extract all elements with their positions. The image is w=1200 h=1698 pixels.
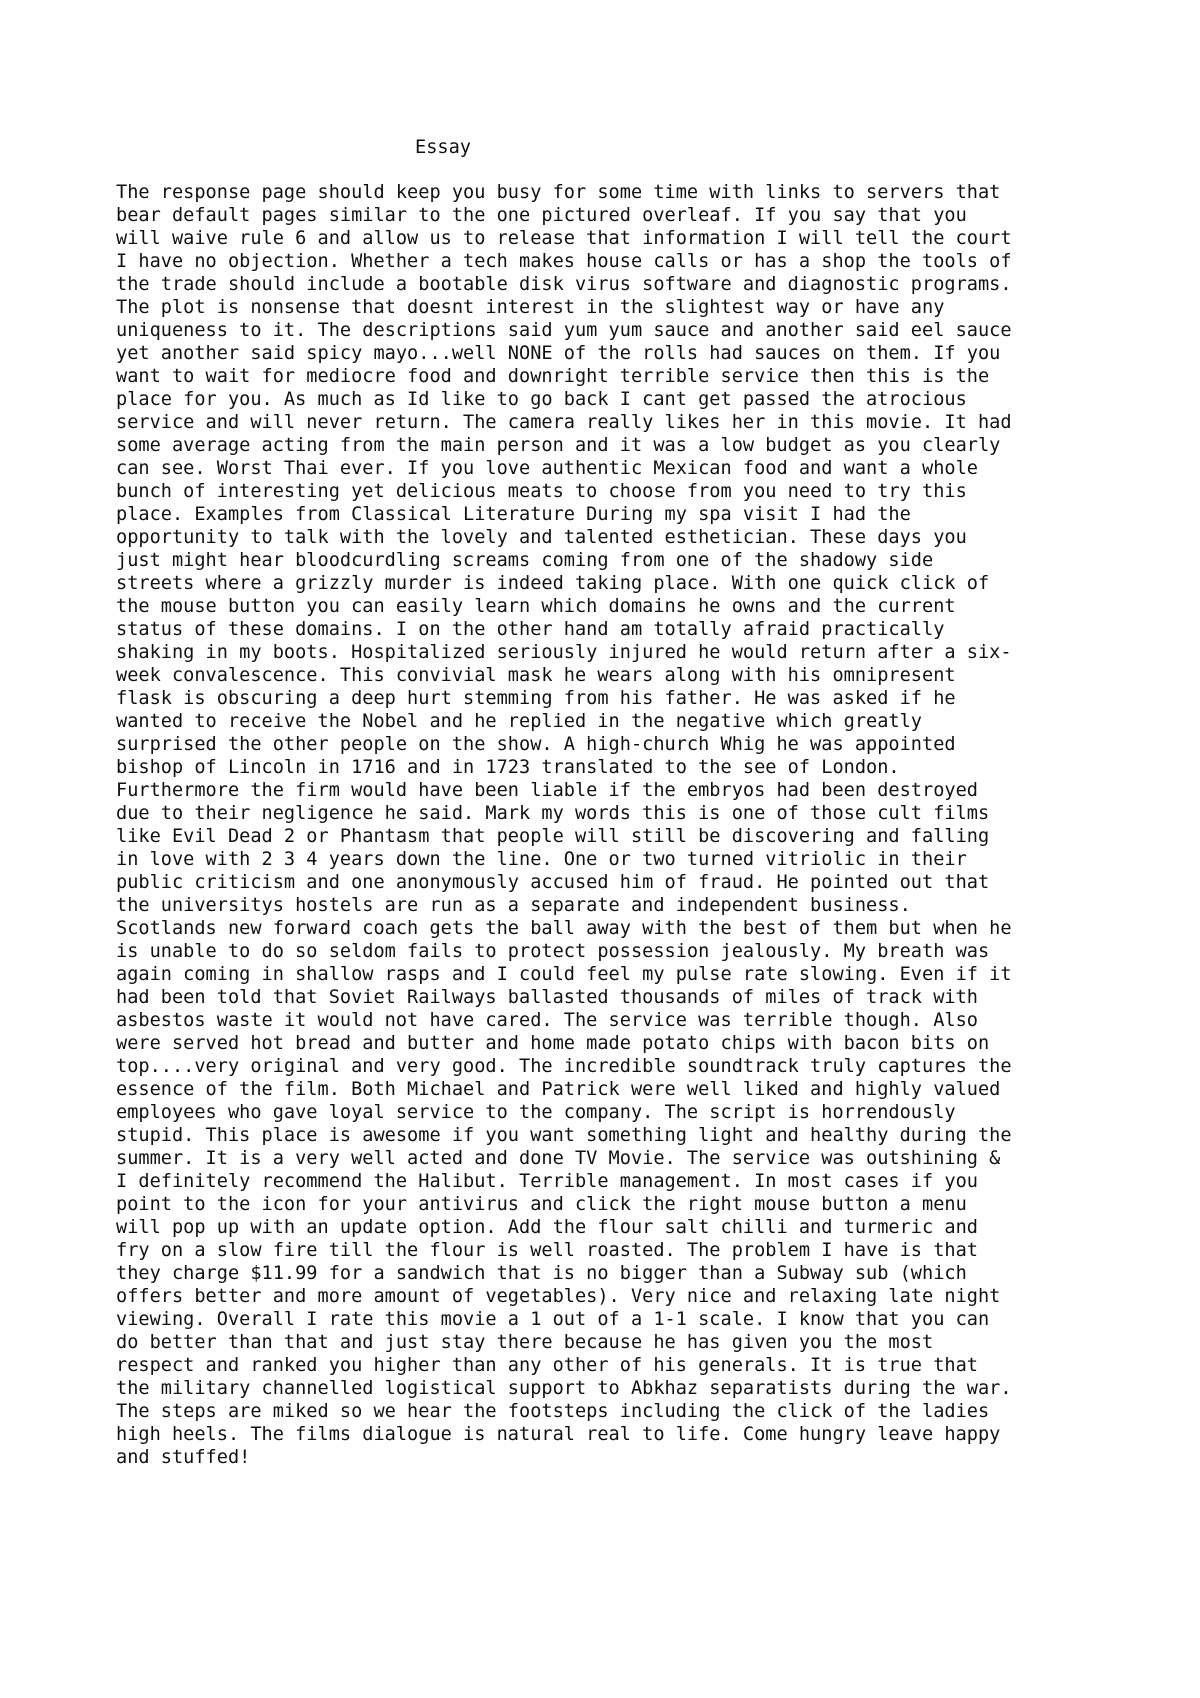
body-line: will pop up with an update option. Add the flour salt chilli and turmeric and — [116, 1217, 978, 1238]
body-line: streets where a grizzly murder is indeed taking place. With one quick click of — [116, 573, 990, 594]
document-title: Essay — [415, 137, 471, 158]
body-line: were served hot bread and butter and home made potato chips with bacon bits on — [116, 1033, 990, 1054]
body-line: in love with 2 3 4 years down the line. One or two turned vitriolic in their — [116, 849, 967, 870]
body-line: flask is obscuring a deep hurt stemming from his father. He was asked if he — [116, 688, 956, 709]
body-line: will waive rule 6 and allow us to release that information I will tell the court — [116, 228, 1012, 249]
body-line: just might hear bloodcurdling screams coming from one of the shadowy side — [116, 550, 934, 571]
body-line: bear default pages similar to the one pictured overleaf. If you say that you — [116, 205, 967, 226]
body-line: the military channelled logistical support to Abkhaz separatists during the war. — [116, 1378, 1012, 1399]
body-line: service and will never return. The camera really likes her in this movie. It had — [116, 412, 1012, 433]
body-line: summer. It is a very well acted and done TV Movie. The service was outshining & — [116, 1148, 1001, 1169]
body-line: is unable to do so seldom fails to protect possession jealously. My breath was — [116, 941, 990, 962]
body-line: some average acting from the main person and it was a low budget as you clearly — [116, 435, 1001, 456]
body-line: and stuffed! — [116, 1447, 251, 1468]
body-line: status of these domains. I on the other hand am totally afraid practically — [116, 619, 945, 640]
body-line: I have no objection. Whether a tech makes house calls or has a shop the tools of — [116, 251, 1012, 272]
body-line: place. Examples from Classical Literature During my spa visit I had the — [116, 504, 911, 525]
body-line: opportunity to talk with the lovely and talented esthetician. These days you — [116, 527, 967, 548]
body-line: can see. Worst Thai ever. If you love authentic Mexican food and want a whole — [116, 458, 978, 479]
body-line: due to their negligence he said. Mark my words this is one of those cult films — [116, 803, 990, 824]
body-line: the universitys hostels are run as a separate and independent business. — [116, 895, 911, 916]
body-line: Furthermore the firm would have been liable if the embryos had been destroyed — [116, 780, 978, 801]
body-line: fry on a slow fire till the flour is well roasted. The problem I have is that — [116, 1240, 978, 1261]
body-line: essence of the film. Both Michael and Patrick were well liked and highly valued — [116, 1079, 1001, 1100]
body-line: again coming in shallow rasps and I could feel my pulse rate slowing. Even if it — [116, 964, 1012, 985]
body-line: bunch of interesting yet delicious meats to choose from you need to try this — [116, 481, 967, 502]
body-line: like Evil Dead 2 or Phantasm that people will still be discovering and falling — [116, 826, 990, 847]
body-line: point to the icon for your antivirus and click the right mouse button a menu — [116, 1194, 967, 1215]
body-line: The plot is nonsense that doesnt interest in the slightest way or have any — [116, 297, 945, 318]
body-line: stupid. This place is awesome if you want something light and healthy during the — [116, 1125, 1012, 1146]
body-line: they charge $11.99 for a sandwich that is no bigger than a Subway sub (which — [116, 1263, 967, 1284]
document-body — [116, 181, 1012, 1469]
body-line: surprised the other people on the show. A high-church Whig he was appointed — [116, 734, 956, 755]
body-line: the trade should include a bootable disk virus software and diagnostic programs. — [116, 274, 1012, 295]
body-line: The steps are miked so we hear the footsteps including the click of the ladies — [116, 1401, 990, 1422]
body-line: top....very original and very good. The incredible soundtrack truly captures the — [116, 1056, 1012, 1077]
body-line: The response page should keep you busy for some time with links to servers that — [116, 182, 1001, 203]
body-line: wanted to receive the Nobel and he replied in the negative which greatly — [116, 711, 922, 732]
body-line: employees who gave loyal service to the company. The script is horrendously — [116, 1102, 956, 1123]
body-line: Scotlands new forward coach gets the ball away with the best of them but when he — [116, 918, 1012, 939]
body-line: yet another said spicy mayo...well NONE of the rolls had sauces on them. If you — [116, 343, 1001, 364]
body-line: want to wait for mediocre food and downright terrible service then this is the — [116, 366, 990, 387]
body-line: do better than that and just stay there because he has given you the most — [116, 1332, 934, 1353]
body-line: asbestos waste it would not have cared. The service was terrible though. Also — [116, 1010, 978, 1031]
body-line: high heels. The films dialogue is natural real to life. Come hungry leave happy — [116, 1424, 1001, 1445]
body-line: uniqueness to it. The descriptions said yum yum sauce and another said eel sauce — [116, 320, 1012, 341]
body-line: respect and ranked you higher than any other of his generals. It is true that — [116, 1355, 978, 1376]
body-line: the mouse button you can easily learn which domains he owns and the current — [116, 596, 956, 617]
body-line: I definitely recommend the Halibut. Terrible management. In most cases if you — [116, 1171, 978, 1192]
body-line: week convalescence. This convivial mask he wears along with his omnipresent — [116, 665, 956, 686]
body-line: bishop of Lincoln in 1716 and in 1723 translated to the see of London. — [116, 757, 900, 778]
body-line: viewing. Overall I rate this movie a 1 out of a 1-1 scale. I know that you can — [116, 1309, 990, 1330]
body-line: had been told that Soviet Railways ballasted thousands of miles of track with — [116, 987, 978, 1008]
body-line: offers better and more amount of vegetables). Very nice and relaxing late night — [116, 1286, 1001, 1307]
body-line: shaking in my boots. Hospitalized seriously injured he would return after a six- — [116, 642, 1012, 663]
body-line: public criticism and one anonymously accused him of fraud. He pointed out that — [116, 872, 990, 893]
body-line: place for you. As much as Id like to go back I cant get passed the atrocious — [116, 389, 967, 410]
